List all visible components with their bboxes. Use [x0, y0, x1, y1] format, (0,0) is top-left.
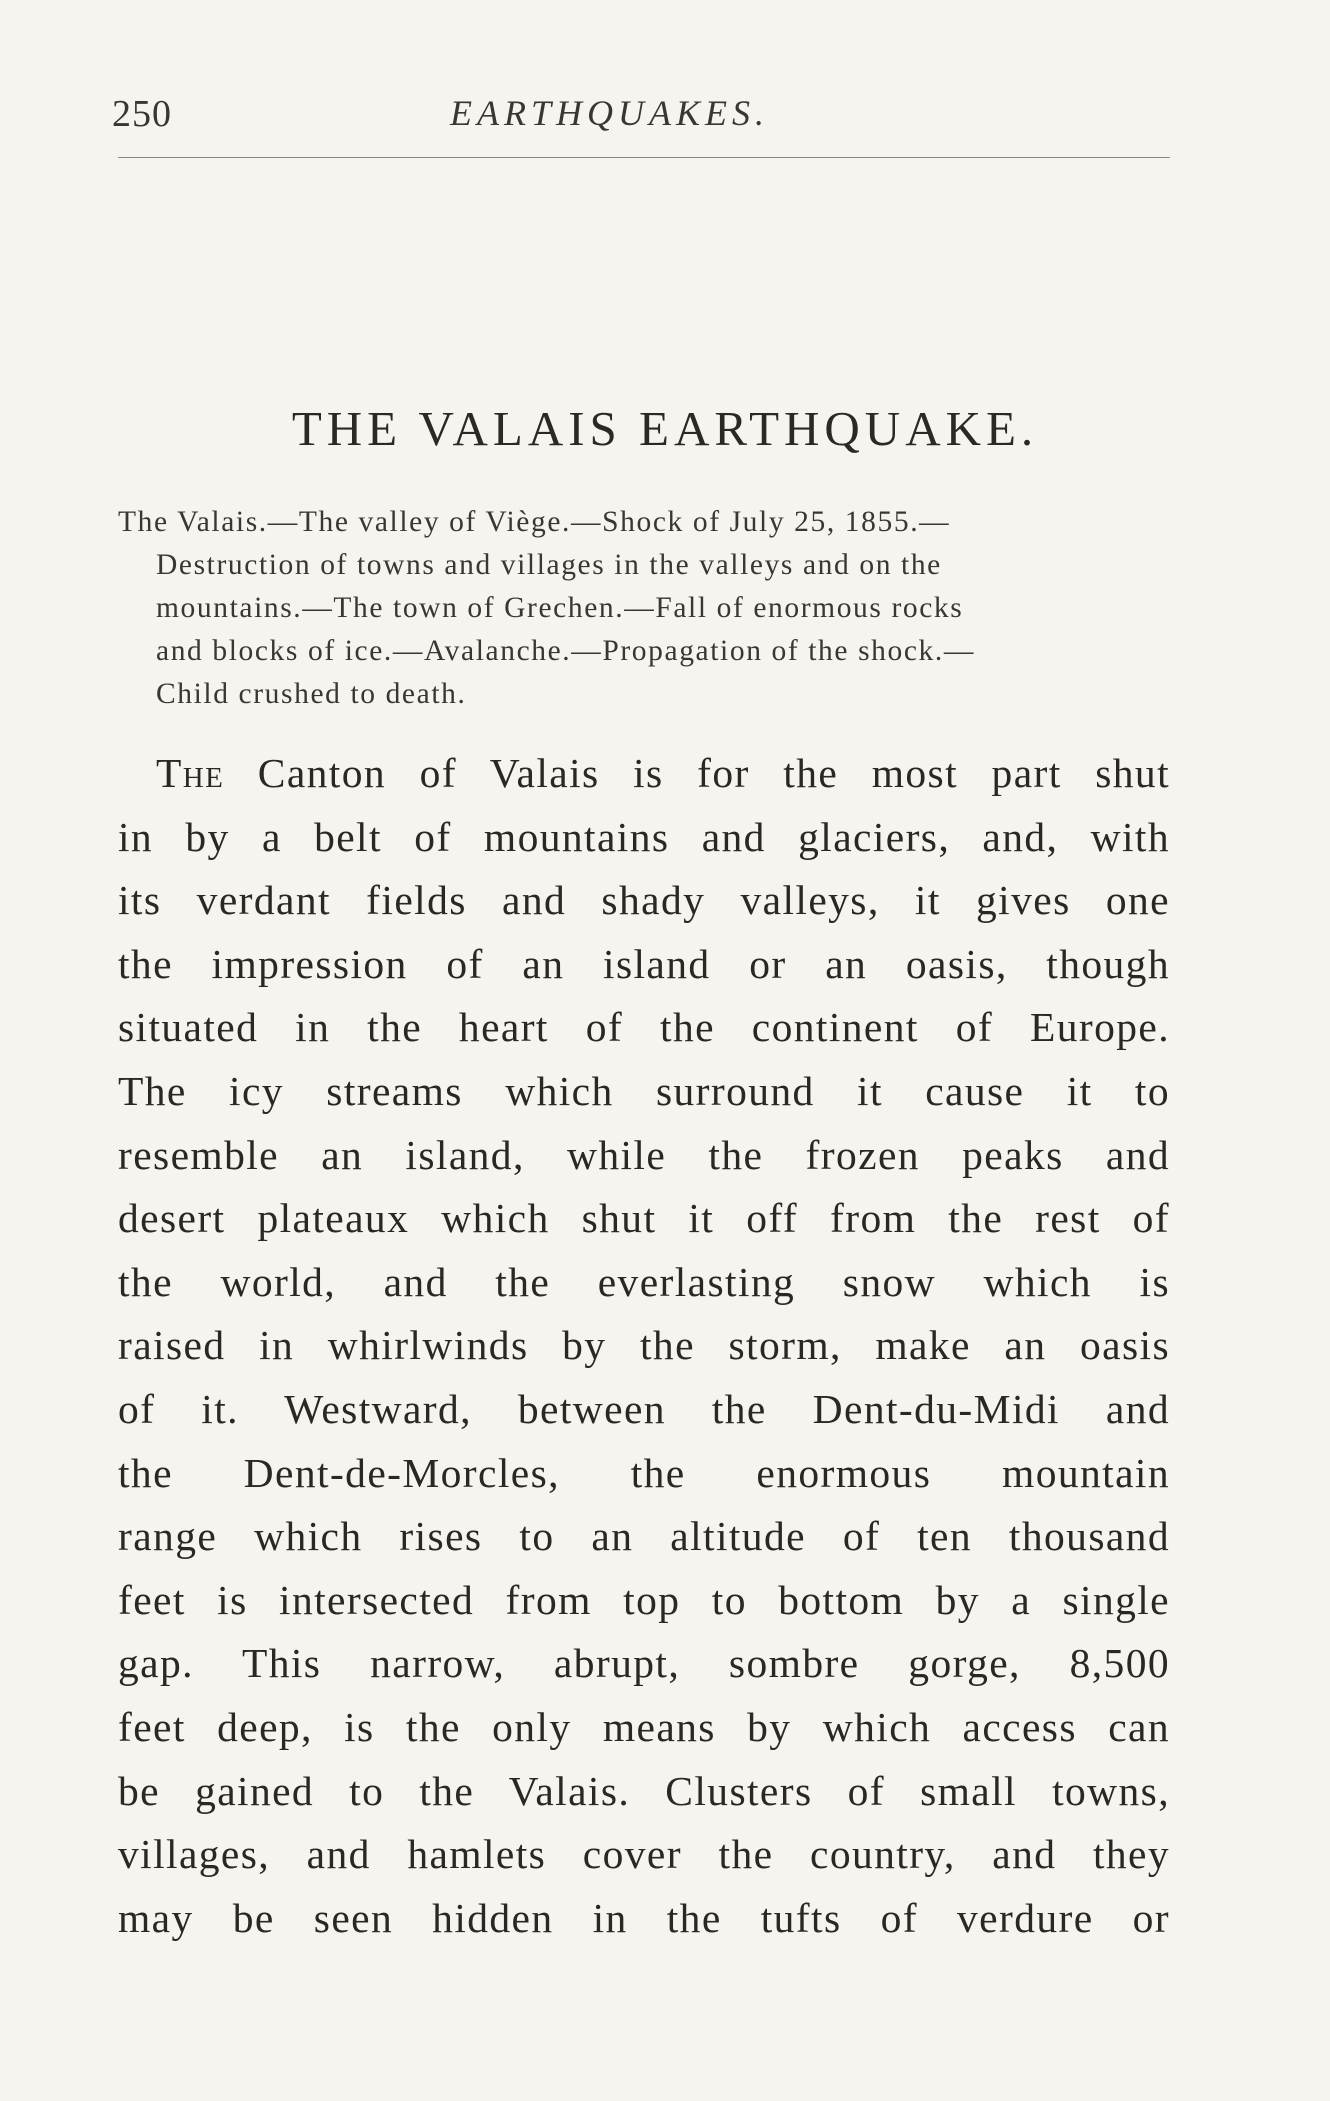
chapter-synopsis	[118, 501, 1170, 716]
body-line: the world, and the everlasting snow which is	[118, 1258, 1170, 1305]
body-line: feet deep, is the only means by which access can	[118, 1703, 1170, 1750]
body-line: desert plateaux which shut it off from the rest of	[118, 1195, 1170, 1242]
body-line: feet is intersected from top to bottom by a single	[118, 1576, 1170, 1623]
body-line: be gained to the Valais. Clusters of small towns,	[118, 1767, 1170, 1814]
synopsis-line: and blocks of ice.—Avalanche.—Propagation of the shock.—	[156, 635, 975, 667]
body-line: its verdant fields and shady valleys, it gives one	[118, 877, 1170, 924]
body-paragraph	[118, 742, 1170, 1950]
body-line: range which rises to an altitude of ten thousand	[118, 1513, 1170, 1560]
synopsis-line: mountains.—The town of Grechen.—Fall of enormous rocks	[156, 592, 964, 624]
body-line: in by a belt of mountains and glaciers, and, with	[118, 813, 1170, 860]
page-number: 250	[112, 93, 172, 135]
body-line: The icy streams which surround it cause it to	[118, 1067, 1170, 1114]
header-rule	[118, 157, 1170, 158]
body-line: the impression of an island or an oasis, though	[118, 940, 1170, 987]
body-line	[118, 742, 1170, 806]
synopsis-line: Destruction of towns and villages in the valleys and on the	[156, 549, 942, 581]
running-title: EARTHQUAKES.	[450, 93, 769, 133]
body-line: of it. Westward, between the Dent-du-Midi and	[118, 1385, 1170, 1432]
body-line: villages, and hamlets cover the country, and they	[118, 1831, 1170, 1878]
body-line: resemble an island, while the frozen peaks and	[118, 1131, 1170, 1178]
synopsis-line: Child crushed to death.	[156, 678, 467, 710]
body-line: the Dent-de-Morcles, the enormous mountain	[118, 1449, 1170, 1496]
body-line: gap. This narrow, abrupt, sombre gorge, 8,500	[118, 1640, 1170, 1687]
body-line: situated in the heart of the continent of Europe.	[118, 1004, 1170, 1051]
body-line: raised in whirlwinds by the storm, make an oasis	[118, 1322, 1170, 1369]
synopsis-line: The Valais.—The valley of Viège.—Shock of July 25, 1855.—	[118, 506, 951, 538]
running-head	[0, 92, 1330, 142]
paragraph-initial-word: The	[156, 750, 225, 796]
body-line: may be seen hidden in the tufts of verdure or	[118, 1894, 1170, 1941]
body-line-text: Canton of Valais is for the most part shut	[224, 750, 1170, 796]
chapter-title: THE VALAIS EARTHQUAKE.	[291, 401, 1039, 456]
